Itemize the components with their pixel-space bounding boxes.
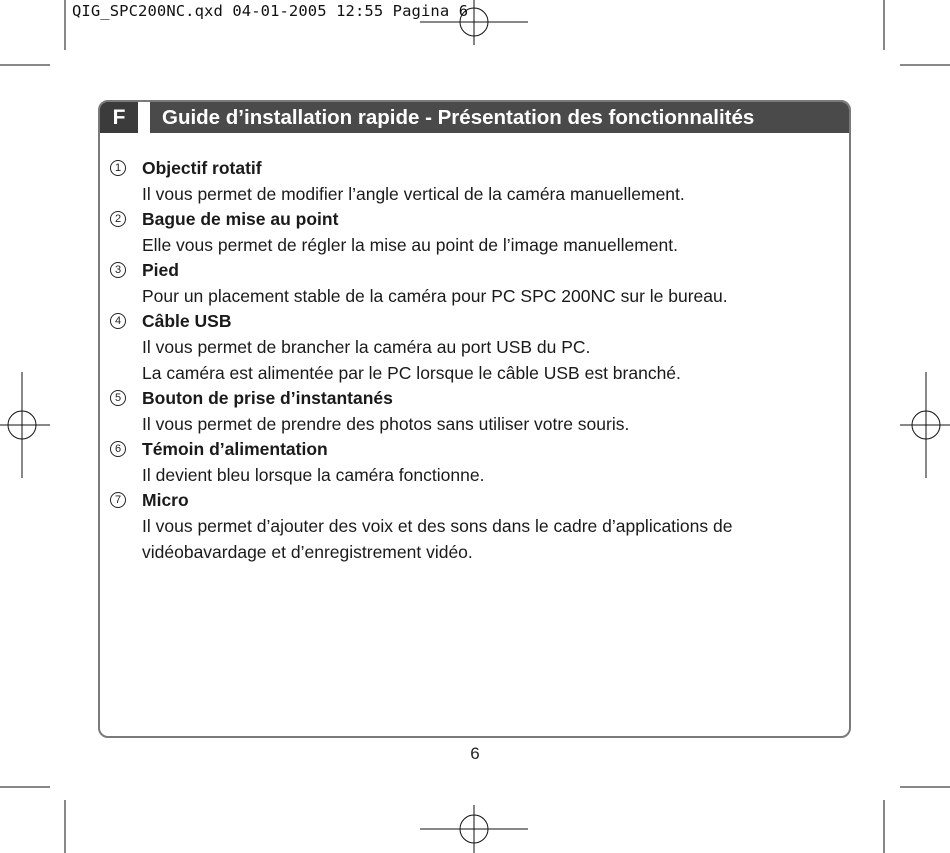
item-number-badge: 5 bbox=[110, 390, 126, 406]
item-description bbox=[142, 182, 685, 208]
item-description bbox=[142, 233, 678, 259]
item-number-badge: 3 bbox=[110, 262, 126, 278]
item-title: Câble USB bbox=[142, 311, 232, 331]
item-title: Bague de mise au point bbox=[142, 209, 339, 229]
item-title: Objectif rotatif bbox=[142, 158, 262, 178]
item-number-badge: 1 bbox=[110, 160, 126, 176]
description-line: Il vous permet de modifier l’angle vertical de la caméra manuellement. bbox=[142, 184, 685, 204]
item-description bbox=[142, 514, 732, 565]
item-title: Pied bbox=[142, 260, 179, 280]
item-description bbox=[142, 412, 629, 438]
item-number-badge: 2 bbox=[110, 211, 126, 227]
item-number-badge: 6 bbox=[110, 441, 126, 457]
item-description bbox=[142, 335, 681, 386]
item-title: Bouton de prise d’instantanés bbox=[142, 388, 393, 408]
description-line: Il vous permet de brancher la caméra au port USB du PC. bbox=[142, 337, 591, 357]
description-line: Il devient bleu lorsque la caméra fonctionne. bbox=[142, 465, 485, 485]
description-line: La caméra est alimentée par le PC lorsque le câble USB est branché. bbox=[142, 362, 681, 383]
item-title: Témoin d’alimentation bbox=[142, 439, 328, 459]
item-number-badge: 4 bbox=[110, 313, 126, 329]
description-line: Il vous permet de prendre des photos sans utiliser votre souris. bbox=[142, 414, 630, 434]
description-line: Il vous permet d’ajouter des voix et des sons dans le cadre d’applications de bbox=[142, 516, 733, 536]
section-header bbox=[100, 102, 849, 133]
header-separator bbox=[138, 102, 150, 133]
page-number: 6 bbox=[470, 744, 480, 763]
item-title: Micro bbox=[142, 490, 189, 510]
description-line: Elle vous permet de régler la mise au point de l’image manuellement. bbox=[142, 235, 678, 255]
description-line: Pour un placement stable de la caméra pour PC SPC 200NC sur le bureau. bbox=[142, 286, 728, 306]
section-letter: F bbox=[100, 102, 138, 133]
item-description bbox=[142, 284, 728, 310]
section-title: Guide d’installation rapide - Présentation des fonctionnalités bbox=[162, 106, 755, 129]
content-panel bbox=[98, 100, 851, 738]
slug-line: QIG_SPC200NC.qxd 04-01-2005 12:55 Pagina 6 bbox=[72, 2, 469, 20]
description-line: vidéobavardage et d’enregistrement vidéo. bbox=[142, 541, 473, 562]
item-description bbox=[142, 463, 484, 489]
item-number-badge: 7 bbox=[110, 492, 126, 508]
